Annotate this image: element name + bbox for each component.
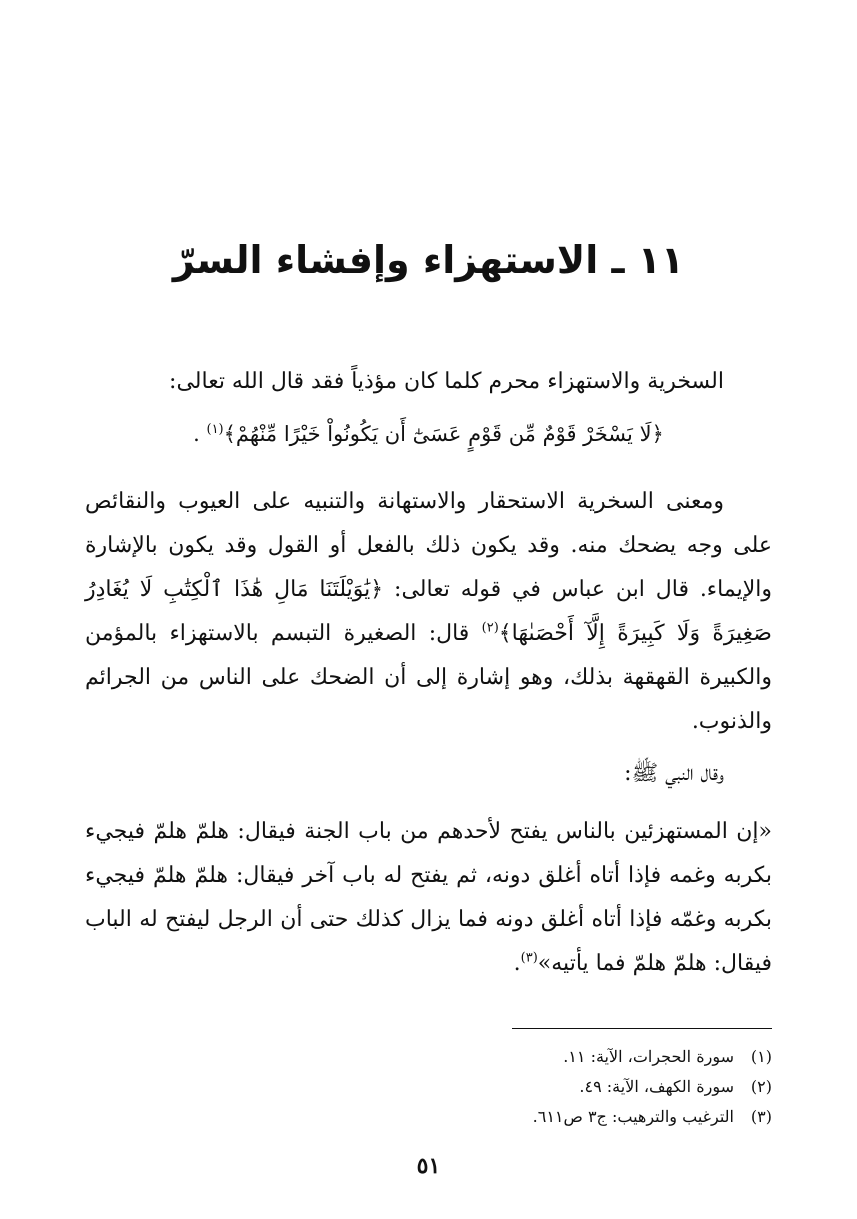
- footnote-ref-3: (٣): [520, 950, 538, 966]
- chapter-title: ١١ ـ الاستهزاء وإفشاء السرّ: [172, 238, 685, 282]
- hadith-paragraph: [85, 810, 772, 986]
- prophet-intro-paragraph: [85, 752, 772, 796]
- intro-paragraph: [85, 360, 772, 404]
- footnote-number: (١): [750, 1047, 772, 1066]
- footnote-ref-2: (٢): [481, 620, 499, 636]
- explanation-text: [85, 480, 772, 744]
- footnote-text: الترغيب والترهيب: ج٣ ص٦١١.: [532, 1107, 734, 1126]
- hadith-text: «إن المستهزئين بالناس يفتح لأحدهم من باب الجنة فيقال: هلمّ هلمّ فيجيء بكربه وغمه فإذا أتاه أغلق دونه، ثم يفتح له باب آخر فيقال: هلمّ هلمّ فيجيء بكربه وغمّه فإذا أتاه أغلق دونه فما يزال كذلك حتى أن الرجل ليفتح له الباب فيقال: هلمّ هلمّ فما يأتيه»$^{(٣)}$.: [85, 819, 772, 976]
- page-number: ٥١: [416, 1153, 441, 1179]
- quran-verse-1: [85, 412, 772, 456]
- footnote-2: [85, 1072, 772, 1102]
- footnote-3: [85, 1102, 772, 1132]
- footnote-number: (٣): [750, 1107, 772, 1126]
- quran-verse-line: ﴿لَا يَسْخَرْ قَوْمٌ مِّن قَوْمٍ عَسَىٰٓ أَن يَكُونُواْ خَيْرًا مِّنْهُمْ﴾$^{(١)}$ .: [193, 422, 664, 446]
- footnote-divider: [512, 1028, 772, 1029]
- explanation-text-a: ومعنى السخرية الاستحقار والاستهانة والتنبيه على العيوب والنقائص على وجه يضحك منه. وقد يكون ذلك بالفعل أو القول وقد يكون بالإشارة والإيماء. قال ابن عباس في قوله تعالى: ﴿يَٰوَيْلَتَنَا مَالِ هَٰذَا ٱلْكِتَٰبِ لَا يُغَادِرُ صَغِيرَةً وَلَا كَبِيرَةً إِلَّآ أَحْصَىٰهَا﴾: [85, 489, 772, 646]
- footnote-number: (٢): [750, 1077, 772, 1096]
- footnote-text: سورة الكهف، الآية: ٤٩.: [579, 1077, 734, 1096]
- explanation-text-b: قال: الصغيرة التبسم بالاستهزاء بالمؤمن والكبيرة القهقهة بذلك، وهو إشارة إلى أن الضحك على الناس من الجرائم والذنوب.: [85, 621, 772, 734]
- explanation-paragraph: [85, 480, 772, 744]
- footnotes: [85, 1042, 772, 1132]
- footnote-text: سورة الحجرات، الآية: ١١.: [563, 1047, 734, 1066]
- intro-text: السخرية والاستهزاء محرم كلما كان مؤذياً فقد قال الله تعالى:: [169, 369, 724, 394]
- quran-verse-text: ﴿لَا يَسْخَرْ قَوْمٌ مِّن قَوْمٍ عَسَىٰٓ أَن يَكُونُواْ خَيْرًا مِّنْهُمْ﴾: [223, 422, 664, 446]
- footnote-ref-1: (١): [206, 422, 224, 437]
- hadith-body: «إن المستهزئين بالناس يفتح لأحدهم من باب الجنة فيقال: هلمّ هلمّ فيجيء بكربه وغمه فإذا أتاه أغلق دونه، ثم يفتح له باب آخر فيقال: هلمّ هلمّ فيجيء بكربه وغمّه فإذا أتاه أغلق دونه فما يزال كذلك حتى أن الرجل ليفتح له الباب فيقال: هلمّ هلمّ فما يأتيه»: [85, 819, 772, 976]
- prophet-intro-text: وقال النبي ﷺ:: [624, 761, 724, 786]
- footnote-1: [85, 1042, 772, 1072]
